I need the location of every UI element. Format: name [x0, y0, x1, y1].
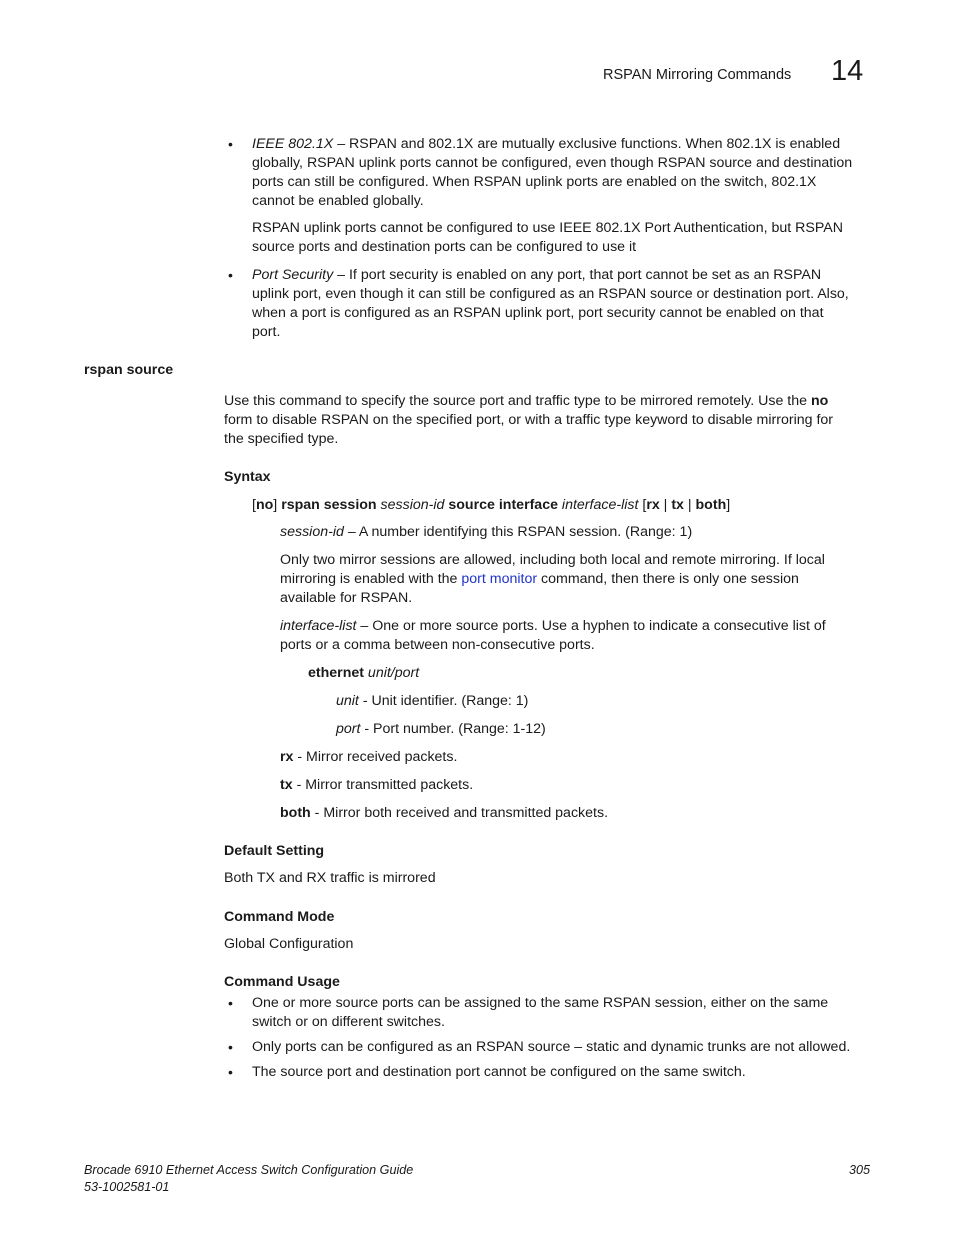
bullet-text: when a port is configured as an RSPAN uplink port, port security cannot be enabled on that: [252, 305, 824, 321]
bullet-port-security: [252, 266, 892, 342]
paragraph-line: Only two mirror sessions are allowed, including both local and remote mirroring. If local: [280, 552, 825, 568]
description-text: the specified type.: [224, 431, 339, 447]
bullet-text: cannot be enabled globally.: [252, 193, 424, 209]
syntax-keyword-tx: tx: [671, 497, 684, 513]
command-mode-heading: Command Mode: [224, 909, 335, 925]
keyword-tx: tx: [280, 777, 293, 793]
keyword-ethernet: ethernet: [308, 665, 364, 681]
param-term: unit: [336, 693, 359, 709]
bullet-term: Port Security: [252, 267, 334, 283]
usage-bullet: The source port and destination port cannot be configured on the same switch.: [252, 1064, 746, 1080]
keyword-both: both: [280, 805, 311, 821]
default-setting-heading: Default Setting: [224, 843, 325, 859]
param-text: – A number identifying this RSPAN session. (Range: 1): [343, 524, 693, 540]
bullet-text: One or more source ports can be assigned to the same RSPAN session, either on the same: [252, 995, 829, 1011]
usage-bullet: Only ports can be configured as an RSPAN source – static and dynamic trunks are not allowed.: [252, 1039, 851, 1055]
bullet-text: port.: [252, 324, 281, 340]
port-monitor-link[interactable]: port monitor: [461, 571, 538, 587]
syntax-keyword-both: both: [695, 497, 727, 513]
chapter-number: 14: [831, 55, 864, 87]
session-note: [280, 551, 880, 608]
command-description: [224, 392, 894, 449]
description-text: Use this command to specify the source port and traffic type to be mirrored remotely. Use the: [224, 393, 811, 409]
syntax-keyword-rspan-session: rspan session: [281, 497, 377, 513]
usage-bullet: [252, 994, 892, 1032]
syntax-bracket: ]: [273, 497, 282, 513]
param-session-id: [280, 523, 692, 542]
param-port: [336, 720, 546, 739]
syntax-arg-session-id: session-id: [376, 497, 449, 513]
bullet-icon: •: [228, 1039, 233, 1055]
footer-doc-number: 53-1002581-01: [84, 1180, 170, 1194]
paragraph-line: source ports and destination ports can be configured to use it: [252, 239, 637, 255]
param-unit: [336, 692, 528, 711]
param-text: - Port number. (Range: 1-12): [360, 721, 546, 737]
syntax-arg-interface-list: interface-list: [557, 497, 643, 513]
bullet-icon: •: [228, 1064, 233, 1080]
syntax-bracket: ]: [726, 497, 731, 513]
param-text: - Mirror received packets.: [293, 749, 458, 765]
bullet-text: – If port security is enabled on any port, that port cannot be set as an RSPAN: [333, 267, 822, 283]
syntax-line: [252, 496, 730, 515]
bullet-text: ports can still be configured. When RSPAN uplink ports are enabled on the switch, 802.1X: [252, 174, 817, 190]
paragraph-text: command, then there is only one session: [537, 571, 799, 587]
keyword-no: no: [810, 393, 829, 409]
footer-document-info: [84, 1162, 413, 1196]
syntax-keyword-no: no: [255, 497, 274, 513]
keyword-rx: rx: [280, 749, 294, 765]
param-rx: [280, 748, 457, 767]
bullet-text: uplink port, even though it can still be configured as an RSPAN source or destination port. Also,: [252, 286, 849, 302]
param-text: - Mirror both received and transmitted packets.: [310, 805, 609, 821]
param-term: interface-list: [280, 618, 357, 634]
bullet-icon: •: [228, 267, 233, 283]
bullet-text: – RSPAN and 802.1X are mutually exclusive functions. When 802.1X is enabled: [333, 136, 841, 152]
param-text: - Mirror transmitted packets.: [292, 777, 474, 793]
paragraph-line: RSPAN uplink ports cannot be configured to use IEEE 802.1X Port Authentication, but RSPAN: [252, 220, 843, 236]
bullet-ieee-8021x-note: [252, 219, 892, 257]
syntax-separator: |: [683, 497, 696, 513]
bullet-icon: •: [228, 136, 233, 152]
page-number: 305: [849, 1163, 871, 1177]
bullet-icon: •: [228, 995, 233, 1011]
syntax-keyword-rx: rx: [646, 497, 660, 513]
command-name-heading: rspan source: [84, 362, 174, 378]
command-usage-heading: Command Usage: [224, 974, 340, 990]
description-text: form to disable RSPAN on the specified port, or with a traffic type keyword to disable mirroring for: [224, 412, 834, 428]
param-both: [280, 804, 608, 823]
syntax-heading: Syntax: [224, 469, 271, 485]
default-setting-text: Both TX and RX traffic is mirrored: [224, 870, 436, 886]
command-mode-text: Global Configuration: [224, 936, 354, 952]
param-text: – One or more source ports. Use a hyphen to indicate a consecutive list of: [356, 618, 826, 634]
arg-unit-port: unit/port: [363, 665, 420, 681]
syntax-bracket: [: [252, 497, 256, 513]
syntax-bracket: [: [642, 497, 647, 513]
param-ethernet: [308, 664, 419, 683]
syntax-separator: |: [659, 497, 672, 513]
bullet-text: globally, RSPAN uplink ports cannot be configured, even though RSPAN source and destination: [252, 155, 853, 171]
param-term: port: [336, 721, 361, 737]
bullet-ieee-8021x: [252, 135, 892, 211]
param-text: ports or a comma between non-consecutive ports.: [280, 637, 595, 653]
param-text: - Unit identifier. (Range: 1): [358, 693, 529, 709]
param-interface-list: [280, 617, 880, 655]
syntax-keyword-source-interface: source interface: [448, 497, 558, 513]
running-header-title: RSPAN Mirroring Commands: [603, 67, 792, 83]
paragraph-line: available for RSPAN.: [280, 590, 413, 606]
footer-doc-title: Brocade 6910 Ethernet Access Switch Configuration Guide: [84, 1163, 414, 1177]
param-term: session-id: [280, 524, 344, 540]
param-tx: [280, 776, 473, 795]
paragraph-text: mirroring is enabled with the: [280, 571, 462, 587]
bullet-term: IEEE 802.1X: [252, 136, 334, 152]
bullet-text: switch or on different switches.: [252, 1014, 445, 1030]
